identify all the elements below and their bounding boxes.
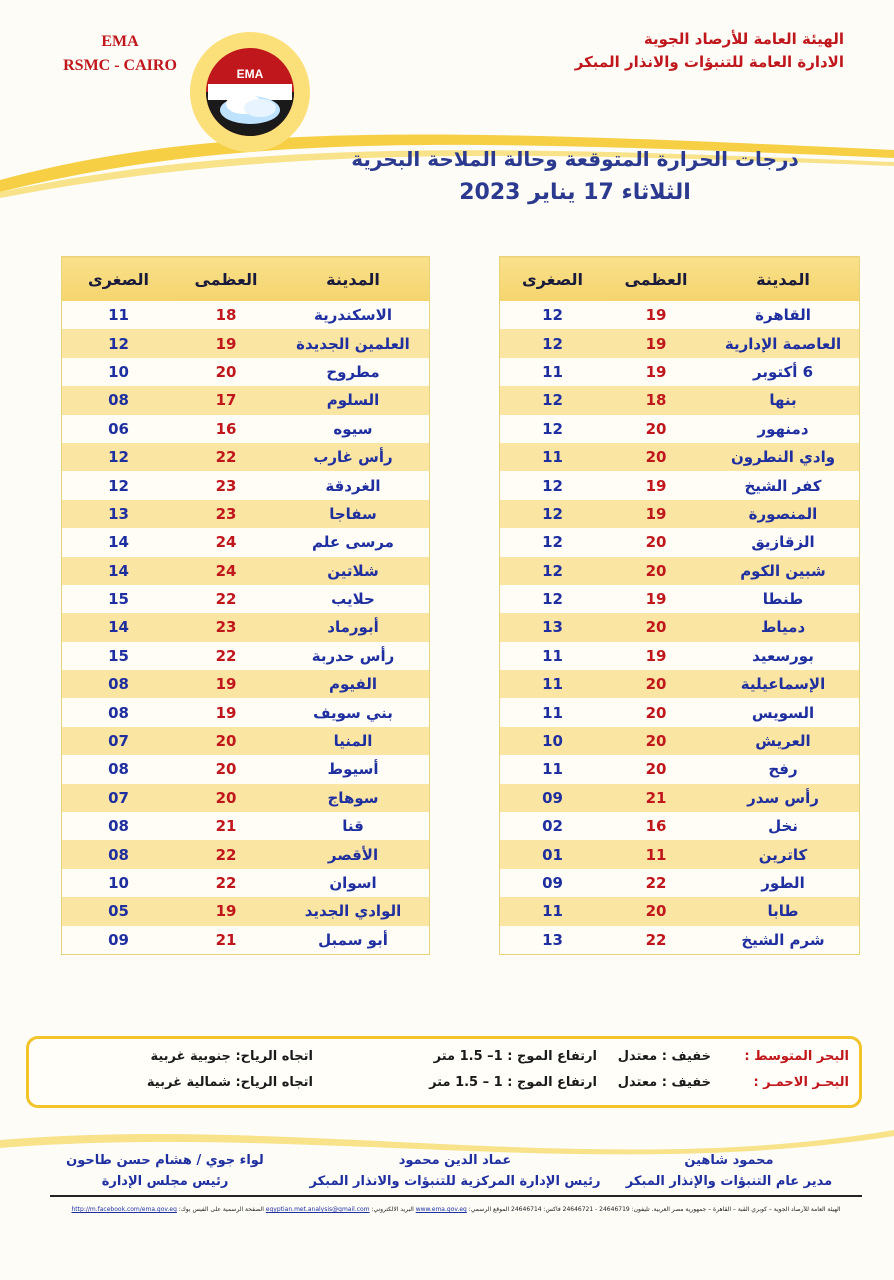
max-temp-cell: 20 — [605, 557, 707, 585]
wave-height: ارتفاع الموج : 1 – 1.5 متر — [429, 1075, 597, 1090]
min-temp-cell: 12 — [500, 471, 606, 499]
max-temp-cell: 20 — [175, 784, 277, 812]
org-line1: الهيئة العامة للأرصاد الجوية — [643, 30, 844, 48]
min-temp-cell: 11 — [500, 670, 606, 698]
min-temp-cell: 06 — [62, 415, 176, 443]
sea-name: البحر المتوسط : — [744, 1049, 849, 1064]
city-cell: المنيا — [277, 727, 430, 755]
city-cell: المنصورة — [707, 500, 860, 528]
city-cell: الإسماعيلية — [707, 670, 860, 698]
email-link[interactable]: egyptian.met.analysis@gmail.com — [265, 1206, 370, 1213]
min-temp-cell: 13 — [500, 613, 606, 641]
city-cell: الوادي الجديد — [277, 897, 430, 925]
city-cell: الاسكندرية — [277, 301, 430, 329]
max-temp-cell: 19 — [175, 698, 277, 726]
min-temp-cell: 08 — [62, 812, 176, 840]
table-row — [62, 471, 430, 499]
max-temp-cell: 21 — [175, 812, 277, 840]
header-city: المدينة — [707, 257, 860, 302]
temperature-table-right — [499, 256, 860, 955]
city-cell: دمنهور — [707, 415, 860, 443]
city-cell: الطور — [707, 869, 860, 897]
city-cell: سيوه — [277, 415, 430, 443]
signer-name: لواء جوي / هشام حسن طاحون — [66, 1153, 264, 1168]
signer-title: رئيس مجلس الإدارة — [101, 1174, 229, 1189]
min-temp-cell: 11 — [500, 642, 606, 670]
city-cell: أبو سمبل — [277, 926, 430, 955]
city-cell: شلاتين — [277, 557, 430, 585]
signature-forecast-director — [604, 1150, 854, 1192]
max-temp-cell: 20 — [605, 755, 707, 783]
max-temp-cell: 22 — [605, 869, 707, 897]
table-row — [62, 698, 430, 726]
city-cell: القاهرة — [707, 301, 860, 329]
sea-state: خفيف : معتدل — [617, 1049, 711, 1064]
signer-name: عماد الدين محمود — [398, 1153, 512, 1168]
sea-row-mediterranean — [29, 1049, 859, 1071]
city-cell: سوهاج — [277, 784, 430, 812]
table-row — [500, 926, 860, 955]
table-row — [500, 415, 860, 443]
table-row — [500, 869, 860, 897]
facebook-label: الصفحة الرسمية على الفيس بوك: — [178, 1206, 264, 1213]
table-row — [500, 443, 860, 471]
city-cell: حلايب — [277, 585, 430, 613]
max-temp-cell: 11 — [605, 840, 707, 868]
max-temp-cell: 22 — [605, 926, 707, 955]
city-cell: رفح — [707, 755, 860, 783]
min-temp-cell: 10 — [62, 869, 176, 897]
sea-row-red-sea — [29, 1075, 859, 1097]
min-temp-cell: 15 — [62, 585, 176, 613]
wind-direction: اتجاه الرياح: جنوبية غربية — [150, 1049, 313, 1064]
max-temp-cell: 22 — [175, 869, 277, 897]
min-temp-cell: 11 — [500, 755, 606, 783]
max-temp-cell: 19 — [605, 642, 707, 670]
table-row — [500, 755, 860, 783]
max-temp-cell: 23 — [175, 613, 277, 641]
organization-name — [575, 28, 844, 74]
table-row — [62, 613, 430, 641]
min-temp-cell: 09 — [500, 869, 606, 897]
city-cell: وادي النطرون — [707, 443, 860, 471]
signature-central-director — [300, 1150, 610, 1192]
min-temp-cell: 08 — [62, 698, 176, 726]
table-row — [500, 471, 860, 499]
city-cell: بنها — [707, 386, 860, 414]
table-row — [500, 329, 860, 357]
city-cell: العريش — [707, 727, 860, 755]
table-row — [500, 897, 860, 925]
min-temp-cell: 14 — [62, 557, 176, 585]
table-row — [500, 727, 860, 755]
min-temp-cell: 12 — [62, 443, 176, 471]
city-cell: الأقصر — [277, 840, 430, 868]
max-temp-cell: 20 — [605, 727, 707, 755]
max-temp-cell: 19 — [605, 500, 707, 528]
city-cell: دمياط — [707, 613, 860, 641]
table-row — [500, 585, 860, 613]
max-temp-cell: 24 — [175, 528, 277, 556]
min-temp-cell: 13 — [500, 926, 606, 955]
table-row — [500, 358, 860, 386]
max-temp-cell: 19 — [175, 897, 277, 925]
city-cell: كاترين — [707, 840, 860, 868]
max-temp-cell: 21 — [175, 926, 277, 955]
max-temp-cell: 19 — [605, 358, 707, 386]
header-max: العظمى — [175, 257, 277, 302]
temperature-table-left — [61, 256, 430, 955]
max-temp-cell: 23 — [175, 500, 277, 528]
max-temp-cell: 20 — [605, 443, 707, 471]
max-temp-cell: 20 — [175, 727, 277, 755]
wave-height: ارتفاع الموج : 1– 1.5 متر — [433, 1049, 597, 1064]
min-temp-cell: 07 — [62, 727, 176, 755]
min-temp-cell: 14 — [62, 613, 176, 641]
table-row — [62, 840, 430, 868]
sea-state: خفيف : معتدل — [617, 1075, 711, 1090]
min-temp-cell: 08 — [62, 386, 176, 414]
min-temp-cell: 10 — [500, 727, 606, 755]
max-temp-cell: 22 — [175, 642, 277, 670]
min-temp-cell: 02 — [500, 812, 606, 840]
city-cell: الغردقة — [277, 471, 430, 499]
max-temp-cell: 24 — [175, 557, 277, 585]
min-temp-cell: 09 — [62, 926, 176, 955]
max-temp-cell: 22 — [175, 585, 277, 613]
table-row — [500, 812, 860, 840]
min-temp-cell: 11 — [500, 698, 606, 726]
max-temp-cell: 20 — [605, 897, 707, 925]
table-row — [62, 869, 430, 897]
max-temp-cell: 20 — [605, 415, 707, 443]
max-temp-cell: 20 — [605, 698, 707, 726]
table-row — [62, 528, 430, 556]
max-temp-cell: 22 — [175, 443, 277, 471]
max-temp-cell: 16 — [605, 812, 707, 840]
min-temp-cell: 14 — [62, 528, 176, 556]
city-cell: أبورماد — [277, 613, 430, 641]
city-cell: العلمين الجديدة — [277, 329, 430, 357]
min-temp-cell: 08 — [62, 840, 176, 868]
title-line1: درجات الحرارة المتوقعة وحالة الملاحة البحرية — [351, 147, 799, 171]
max-temp-cell: 20 — [605, 613, 707, 641]
city-cell: أسيوط — [277, 755, 430, 783]
sea-conditions-box — [26, 1036, 862, 1108]
table-row — [500, 386, 860, 414]
table-row — [500, 698, 860, 726]
max-temp-cell: 22 — [175, 840, 277, 868]
table-row — [62, 755, 430, 783]
signer-name: محمود شاهين — [684, 1153, 774, 1168]
min-temp-cell: 13 — [62, 500, 176, 528]
table-row — [62, 557, 430, 585]
table-row — [62, 926, 430, 955]
city-cell: شرم الشيخ — [707, 926, 860, 955]
min-temp-cell: 12 — [500, 528, 606, 556]
city-cell: الزقازيق — [707, 528, 860, 556]
signer-title: مدير عام التنبؤات والإنذار المبكر — [625, 1174, 833, 1189]
city-cell: بني سويف — [277, 698, 430, 726]
min-temp-cell: 11 — [500, 358, 606, 386]
city-cell: كفر الشيخ — [707, 471, 860, 499]
footer-divider — [50, 1195, 862, 1197]
header-min: الصغرى — [62, 257, 176, 302]
city-cell: السلوم — [277, 386, 430, 414]
facebook-link[interactable]: http://m.facebook.com/ema.gov.eg — [71, 1206, 177, 1213]
table-row — [62, 642, 430, 670]
table-row — [500, 557, 860, 585]
table-row — [62, 500, 430, 528]
svg-text:EMA: EMA — [236, 67, 264, 81]
min-temp-cell: 12 — [62, 329, 176, 357]
header-max: العظمى — [605, 257, 707, 302]
ema-logo-icon — [186, 28, 314, 156]
city-cell: رأس سدر — [707, 784, 860, 812]
min-temp-cell: 12 — [500, 585, 606, 613]
min-temp-cell: 08 — [62, 755, 176, 783]
sea-name: البحـر الاحمـر : — [753, 1075, 849, 1090]
table-row — [62, 386, 430, 414]
city-cell: نخل — [707, 812, 860, 840]
max-temp-cell: 21 — [605, 784, 707, 812]
max-temp-cell: 18 — [605, 386, 707, 414]
page-title — [330, 142, 820, 210]
city-cell: الفيوم — [277, 670, 430, 698]
min-temp-cell: 08 — [62, 670, 176, 698]
table-row — [500, 840, 860, 868]
table-row — [62, 443, 430, 471]
table-row — [62, 670, 430, 698]
ema-line2: RSMC - CAIRO — [63, 57, 177, 74]
min-temp-cell: 12 — [500, 301, 606, 329]
table-row — [62, 784, 430, 812]
table-row — [500, 642, 860, 670]
city-cell: مطروح — [277, 358, 430, 386]
table-row — [500, 613, 860, 641]
max-temp-cell: 18 — [175, 301, 277, 329]
city-cell: بورسعيد — [707, 642, 860, 670]
title-date: الثلاثاء 17 يناير 2023 — [459, 180, 691, 205]
min-temp-cell: 11 — [500, 897, 606, 925]
max-temp-cell: 16 — [175, 415, 277, 443]
org-line2: الادارة العامة للتنبؤات والانذار المبكر — [574, 53, 844, 71]
footer-contact — [50, 1206, 862, 1213]
table-row — [62, 415, 430, 443]
max-temp-cell: 19 — [605, 471, 707, 499]
table-row — [62, 329, 430, 357]
min-temp-cell: 10 — [62, 358, 176, 386]
table-row — [500, 301, 860, 329]
max-temp-cell: 20 — [605, 670, 707, 698]
table-row — [62, 812, 430, 840]
min-temp-cell: 07 — [62, 784, 176, 812]
min-temp-cell: 15 — [62, 642, 176, 670]
city-cell: قنا — [277, 812, 430, 840]
table-row — [500, 670, 860, 698]
table-row — [62, 585, 430, 613]
website-link[interactable]: www.ema.gov.eg — [415, 1206, 467, 1213]
min-temp-cell: 12 — [500, 557, 606, 585]
table-row — [500, 500, 860, 528]
min-temp-cell: 09 — [500, 784, 606, 812]
max-temp-cell: 23 — [175, 471, 277, 499]
min-temp-cell: 12 — [500, 500, 606, 528]
table-row — [62, 897, 430, 925]
min-temp-cell: 12 — [500, 329, 606, 357]
max-temp-cell: 19 — [605, 301, 707, 329]
ema-line1: EMA — [101, 33, 139, 50]
city-cell: السويس — [707, 698, 860, 726]
city-cell: رأس حدربة — [277, 642, 430, 670]
table-row — [500, 528, 860, 556]
email-label: البريد الالكتروني: — [371, 1206, 414, 1213]
max-temp-cell: 20 — [175, 755, 277, 783]
min-temp-cell: 12 — [500, 415, 606, 443]
city-cell: رأس غارب — [277, 443, 430, 471]
min-temp-cell: 11 — [500, 443, 606, 471]
min-temp-cell: 12 — [62, 471, 176, 499]
max-temp-cell: 19 — [605, 585, 707, 613]
city-cell: طابا — [707, 897, 860, 925]
table-row — [62, 358, 430, 386]
min-temp-cell: 05 — [62, 897, 176, 925]
max-temp-cell: 19 — [605, 329, 707, 357]
min-temp-cell: 12 — [500, 386, 606, 414]
max-temp-cell: 19 — [175, 670, 277, 698]
city-cell: شبين الكوم — [707, 557, 860, 585]
city-cell: مرسى علم — [277, 528, 430, 556]
table-row — [62, 727, 430, 755]
signature-chairman — [60, 1150, 270, 1192]
wind-direction: اتجاه الرياح: شمالية غربية — [146, 1075, 313, 1090]
header-min: الصغرى — [500, 257, 606, 302]
max-temp-cell: 19 — [175, 329, 277, 357]
min-temp-cell: 01 — [500, 840, 606, 868]
city-cell: اسوان — [277, 869, 430, 897]
ema-label — [50, 30, 190, 78]
signer-title: رئيس الإدارة المركزية للتنبؤات والانذار المبكر — [309, 1174, 601, 1189]
min-temp-cell: 11 — [62, 301, 176, 329]
max-temp-cell: 20 — [175, 358, 277, 386]
table-row — [62, 301, 430, 329]
city-cell: 6 أكتوبر — [707, 358, 860, 386]
city-cell: طنطا — [707, 585, 860, 613]
header-city: المدينة — [277, 257, 430, 302]
city-cell: العاصمة الإدارية — [707, 329, 860, 357]
footer-address: الهيئة العامة للأرصاد الجوية – كوبري القبة – القاهرة – جمهورية مصر العربية. تليفون: 24646719 - 24646721 فاكس: 24646714 الموقع الرسمي: — [468, 1206, 841, 1213]
city-cell: سفاجا — [277, 500, 430, 528]
max-temp-cell: 20 — [605, 528, 707, 556]
max-temp-cell: 17 — [175, 386, 277, 414]
table-row — [500, 784, 860, 812]
